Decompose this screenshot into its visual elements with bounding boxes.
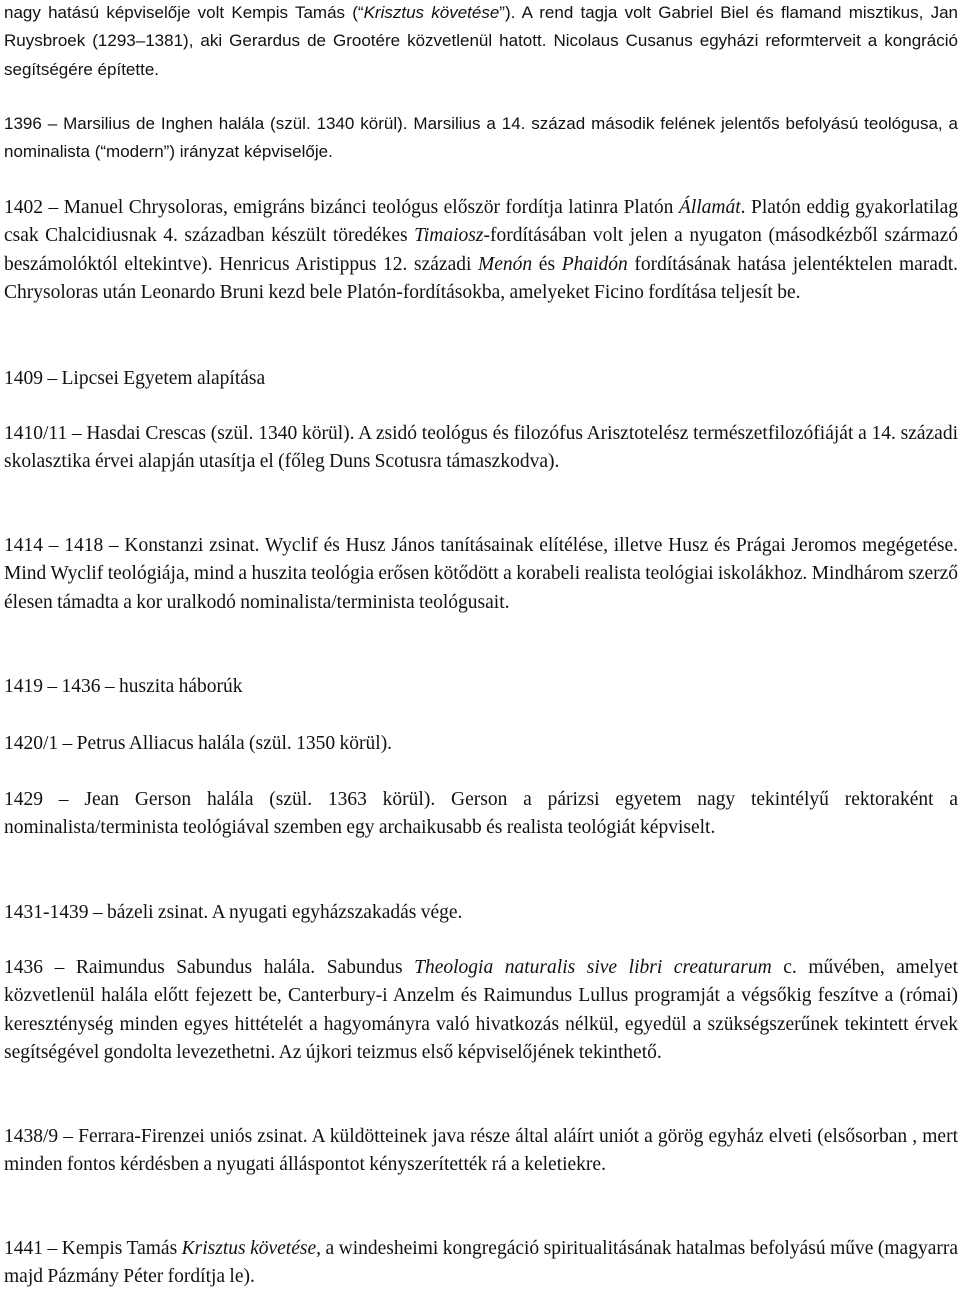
italic-title-text: Menón (478, 253, 533, 275)
entry-text: fordításának hatása jelentéktelen maradt. Chrysoloras után Leonardo Bruni kezd bele Platón-fordításokba, amelyeket Ficino fordítása teljesít be. (4, 253, 958, 303)
entry-text: 1420/1 – Petrus Alliacus halála (szül. 1350 körül). (4, 733, 393, 754)
entry-text: 1429 – Jean Gerson halála (szül. 1363 körül). Gerson a párizsi egyetem nagy tekintélyű rektoraként a nominalista/terminista teológiával szemben egy archaikusabb és realista teológiát képviselt. (4, 789, 958, 839)
entry-1396 (4, 110, 958, 167)
entry-1436 (4, 954, 958, 1067)
italic-title-text: Timaiosz (414, 225, 484, 247)
entry-1431 (4, 899, 958, 927)
entry-1402 (4, 194, 958, 307)
entry-1414 (4, 532, 958, 617)
italic-title-text: Phaidón (561, 253, 628, 275)
entry-text: a windesheimi kongregáció spiritualitásának hatalmas befolyású műve (magyarra majd Pázmány Péter fordítja le). (4, 1238, 958, 1288)
entry-text: 1410/11 – Hasdai Crescas (szül. 1340 körül). A zsidó teológus és filozófus Arisztotelész természetfilozófiáját a 14. századi skolasztika érvei alapján utasítja el (főleg Duns Scotusra támaszkodva). (4, 423, 958, 473)
italic-title-text: Államát (678, 197, 741, 218)
entry-text: 1436 – Raimundus Sabundus halála. Sabundus (4, 957, 415, 978)
entry-text: 1431-1439 – bázeli zsinat. A nyugati egyházszakadás vége. (4, 902, 463, 923)
entry-1420 (4, 730, 958, 758)
entry-1419 (4, 673, 958, 701)
entry-kempis-context (4, 0, 958, 84)
entry-text: c. művében, amelyet közvetlenül halála előtt fejezett be, Canterbury-i Anzelm és Raimundus Lullus programját a végsőkig feszítve a (római) kereszténység minden egyes hittételét a hagyományra való hivatkozás nélkül, egyedül a szükségszerűnek tekintett érvek segítségével gondolta levezethetni. Az újkori teizmus első képviselőjének tekinthető. (4, 957, 958, 1063)
entry-text: és (532, 253, 562, 275)
entry-text: 1438/9 – Ferrara-Firenzei uniós zsinat. A küldötteinek java része által aláírt uniót a görög egyház elveti (elsősorban , mert minden fontos kérdésben a nyugati álláspontot kényszerítették rá a keletiekre. (4, 1126, 958, 1176)
italic-title-text: Krisztus követése, (181, 1238, 322, 1259)
entry-text: -fordításában volt jelen a nyugaton (másodkézből származó beszámolóktól eltekintve). Henricus Aristippus 12. századi (4, 225, 958, 275)
entry-text: 1402 – Manuel Chrysoloras, emigráns bizánci teológus először fordítja latinra Platón (4, 197, 679, 218)
entry-text: 1414 – 1418 – Konstanzi zsinat. Wyclif és Husz János tanításainak elítélése, illetve Husz és Prágai Jeromos megégetése. Mind Wyclif teológiája, mind a huszita teológia erősen kötődött a korabeli realista teológiai iskolákhoz. Mindhárom szerző élesen támadta a kor uralkodó nominalista/terminista teológusait. (4, 535, 958, 613)
entry-text: . Platón eddig gyakorlatilag csak Chalcidiusnak 4. században készült töredékes (4, 197, 959, 247)
entry-text: nagy hatású képviselője volt Kempis Tamás (“ (4, 3, 364, 22)
entry-1409 (4, 365, 958, 393)
italic-title-text: Theologia naturalis sive libri creaturarum (414, 957, 772, 978)
entry-text: 1441 – Kempis Tamás (4, 1238, 182, 1259)
entry-text: 1409 – Lipcsei Egyetem alapítása (4, 368, 266, 389)
entry-text: 1396 – Marsilius de Inghen halála (szül. 1340 körül). Marsilius a 14. század második felének jelentős befolyású teológusa, a nominalista (“modern”) irányzat képviselője. (4, 114, 958, 162)
entry-1441 (4, 1235, 958, 1292)
entry-1410 (4, 420, 958, 477)
italic-title-text: Krisztus követése (363, 3, 500, 22)
entry-1438 (4, 1123, 958, 1180)
entry-1429 (4, 786, 958, 843)
entry-text: 1419 – 1436 – huszita háborúk (4, 676, 243, 697)
entry-text: ”). A rend tagja volt Gabriel Biel és flamand misztikus, Jan Ruysbroek (1293–1381), aki Gerardus de Grootére közvetlenül hatott. Nicolaus Cusanus egyházi reformterveit a kongráció segítségére építette. (4, 3, 958, 79)
